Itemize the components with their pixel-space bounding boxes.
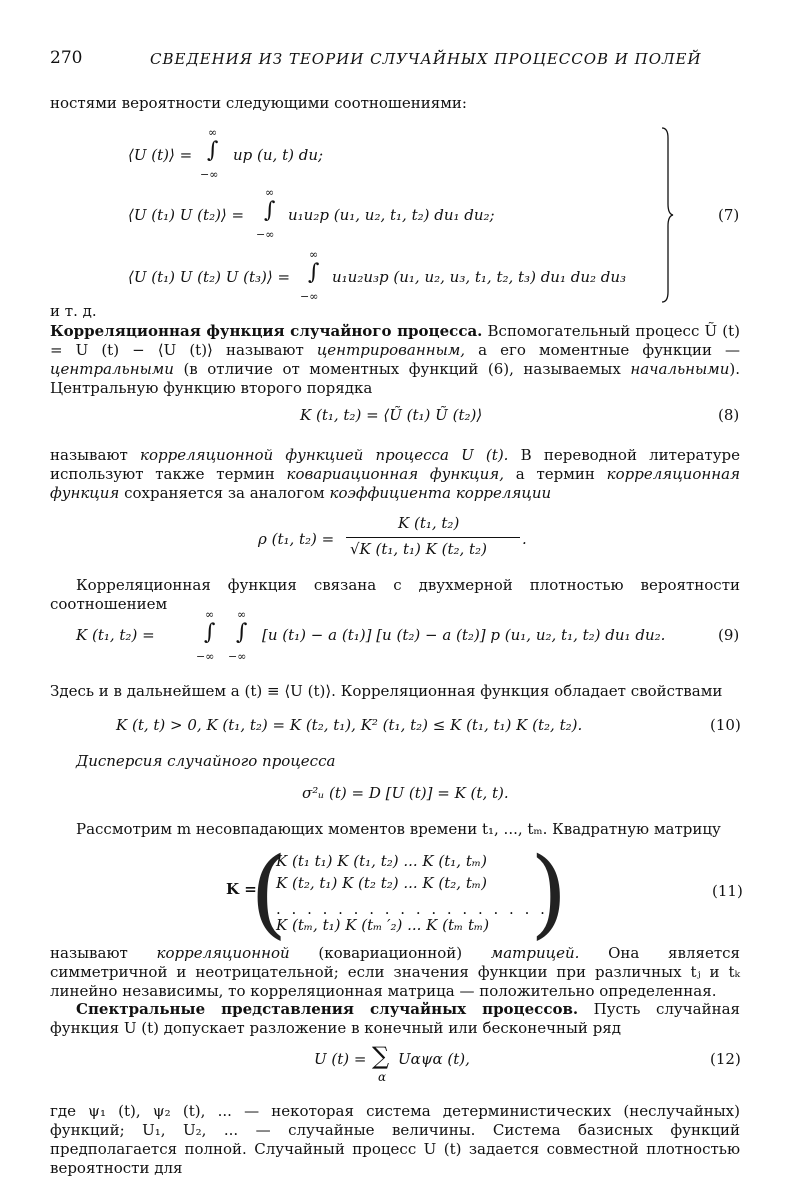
matrix-lhs: K = (226, 880, 257, 898)
para6-text-c: Она является симметричной и неотрицательной; если значения функции при различных tⱼ и tₖ линейно независимы, то корреляционная матрица — положительно определенная. (50, 944, 740, 1000)
paragraph-4: Здесь и в дальнейшем a (t) ≡ ⟨U (t)⟩. Корреляционная функция обладает свойствами (50, 682, 723, 700)
etc-text: и т. д. (50, 302, 97, 320)
section1-em2: центральными (50, 360, 174, 378)
rho-end: . (522, 530, 527, 548)
matrix-row-2: K (t₂, t₁) K (t₂ t₂) ... K (t₂, tₘ) (276, 874, 487, 892)
para2-text-a: называют (50, 446, 141, 464)
eq9-lhs: K (t₁, t₂) = (76, 626, 155, 644)
eq8-formula: K (t₁, t₂) = ⟨Ũ (t₁) Ũ (t₂)⟩ (300, 406, 483, 424)
para2-text-b: В переводной литературе используют также термин (50, 446, 740, 483)
paragraph-5: Рассмотрим m несовпадающих моментов времени t₁, ..., tₘ. Квадратную матрицу (76, 820, 721, 838)
intro-line: ностями вероятности следующими соотношениями: (50, 94, 467, 112)
matrix-row-3: K (tₘ, t₁) K (tₘ ′₂) ... K (tₘ tₘ) (276, 916, 490, 934)
eq10-formula: K (t, t) > 0, K (t₁, t₂) = K (t₂, t₁), K² (t₁, t₂) ≤ K (t₁, t₁) K (t₂, t₂). (116, 716, 583, 734)
matrix-row-1: K (t₁ t₁) K (t₁, t₂) ... K (t₁, tₘ) (276, 852, 487, 870)
eq7-number: (7) (718, 206, 740, 224)
section1-em3: начальными (630, 360, 730, 378)
eq9-integral-2: ∫ (236, 620, 248, 645)
eq12-sum-index: α (378, 1070, 387, 1084)
paragraph-6 (50, 944, 740, 1001)
eq7-line3-lhs: ⟨U (t₁) U (t₂) U (t₃)⟩ = (128, 268, 291, 286)
para6-text-a: называют (50, 944, 157, 962)
section1-text-d: ). Центральную функцию второго порядка (50, 360, 740, 397)
eq7-line1-lhs: ⟨U (t)⟩ = (128, 146, 193, 164)
paragraph-7: где ψ₁ (t), ψ₂ (t), ... — некоторая система детерминистических (неслучайных) функций; U₁, U₂, ... — случайные величины. Система базисных функций предполагается полной. Случайный процесс U (t) задается совместной плотностью вероятности для (50, 1102, 740, 1177)
rho-fraction-line (346, 537, 520, 538)
eq7-integral-2: ∫ (264, 198, 276, 223)
eq9-rhs: [u (t₁) − a (t₁)] [u (t₂) − a (t₂)] p (u₁, u₂, t₁, t₂) du₁ du₂. (262, 626, 666, 644)
section2-text: Пусть случайная функция U (t) допускает разложение в конечный или бесконечный ряд (50, 1000, 740, 1037)
para2-em1: корреляционной функцией процесса U (t). (140, 446, 509, 464)
eq7-upper-limit-1: ∞ (208, 126, 218, 139)
para2-text-d: сохраняется за аналогом (119, 484, 330, 502)
eq7-line2-rhs: u₁u₂p (u₁, u₂, t₁, t₂) du₁ du₂; (288, 206, 495, 224)
right-brace (660, 126, 674, 304)
para2-em4: коэффициента корреляции (329, 484, 552, 502)
eq7-line1-rhs: up (u, t) du; (233, 146, 324, 164)
section1-heading: Корреляционная функция случайного процесса. (50, 322, 483, 340)
eq7-upper-limit-3: ∞ (309, 248, 319, 261)
running-title: СВЕДЕНИЯ ИЗ ТЕОРИИ СЛУЧАЙНЫХ ПРОЦЕССОВ И ПОЛЕЙ (150, 50, 702, 68)
para6-em2: матрицей. (490, 944, 580, 962)
eq7-upper-limit-2: ∞ (265, 186, 275, 199)
eq7-lower-limit-2: −∞ (256, 228, 275, 241)
matrix-body (250, 837, 568, 949)
section1-text-a: Вспомогательный процесс Ũ (t) = U (t) − ⟨U (t)⟩ называют (50, 322, 740, 359)
sigma-formula: σ²ᵤ (t) = D [U (t)] = K (t, t). (302, 784, 509, 802)
para2-em3: корреляционная функция (50, 465, 741, 502)
eq7-integral-1: ∫ (207, 138, 219, 163)
eq9-number: (9) (718, 626, 740, 644)
paragraph-3: Корреляционная функция связана с двухмерной плотностью вероятности соотношением (50, 576, 740, 613)
para2-text-c: а термин (504, 465, 607, 483)
section2-paragraph (50, 1000, 740, 1038)
section2-heading: Спектральные представления случайных процессов. (76, 1000, 579, 1018)
rho-numerator: K (t₁, t₂) (398, 514, 460, 532)
eq9-lower-limit-1: −∞ (196, 650, 215, 663)
section1-text-b: а его моментные функции — (465, 341, 740, 359)
section1-text-c: (в отличие от моментных функций (6), называемых (173, 360, 631, 378)
matrix-dots: . . . . . . . . . . . . . . . . . . (276, 900, 548, 918)
matrix-left-paren: ( (250, 837, 288, 949)
eq7-lower-limit-1: −∞ (200, 168, 219, 181)
eq9-lower-limit-2: −∞ (228, 650, 247, 663)
eq12-sum: ∑ (372, 1042, 390, 1070)
eq9-upper-limit-1: ∞ (205, 608, 215, 621)
paragraph-2 (50, 446, 740, 503)
page-number: 270 (50, 48, 83, 68)
para6-text-b: (ковариационной) (289, 944, 491, 962)
eq7-lower-limit-3: −∞ (300, 290, 319, 303)
eq12-lhs: U (t) = (314, 1050, 367, 1068)
dispersion-label: Дисперсия случайного процесса (76, 752, 336, 770)
eq10-number: (10) (710, 716, 741, 734)
rho-denominator: √K (t₁, t₁) K (t₂, t₂) (350, 540, 487, 558)
eq7-integral-3: ∫ (308, 260, 320, 285)
eq12-number: (12) (710, 1050, 741, 1068)
eq9-upper-limit-2: ∞ (237, 608, 247, 621)
eq12-rhs: Uαψα (t), (398, 1050, 470, 1068)
eq7-line3-rhs: u₁u₂u₃p (u₁, u₂, u₃, t₁, t₂, t₃) du₁ du₂ du₃ (332, 268, 627, 286)
section1-paragraph (50, 322, 740, 398)
section1-em1: центрированным, (316, 341, 466, 359)
para2-em2: ковариационная функция, (286, 465, 505, 483)
eq7-line2-lhs: ⟨U (t₁) U (t₂)⟩ = (128, 206, 245, 224)
para6-em1: корреляционной (156, 944, 290, 962)
rho-lhs: ρ (t₁, t₂) = (258, 530, 335, 548)
eq11-number: (11) (712, 882, 743, 900)
eq8-number: (8) (718, 406, 740, 424)
matrix-right-paren: ) (530, 837, 568, 949)
eq9-integral-1: ∫ (204, 620, 216, 645)
